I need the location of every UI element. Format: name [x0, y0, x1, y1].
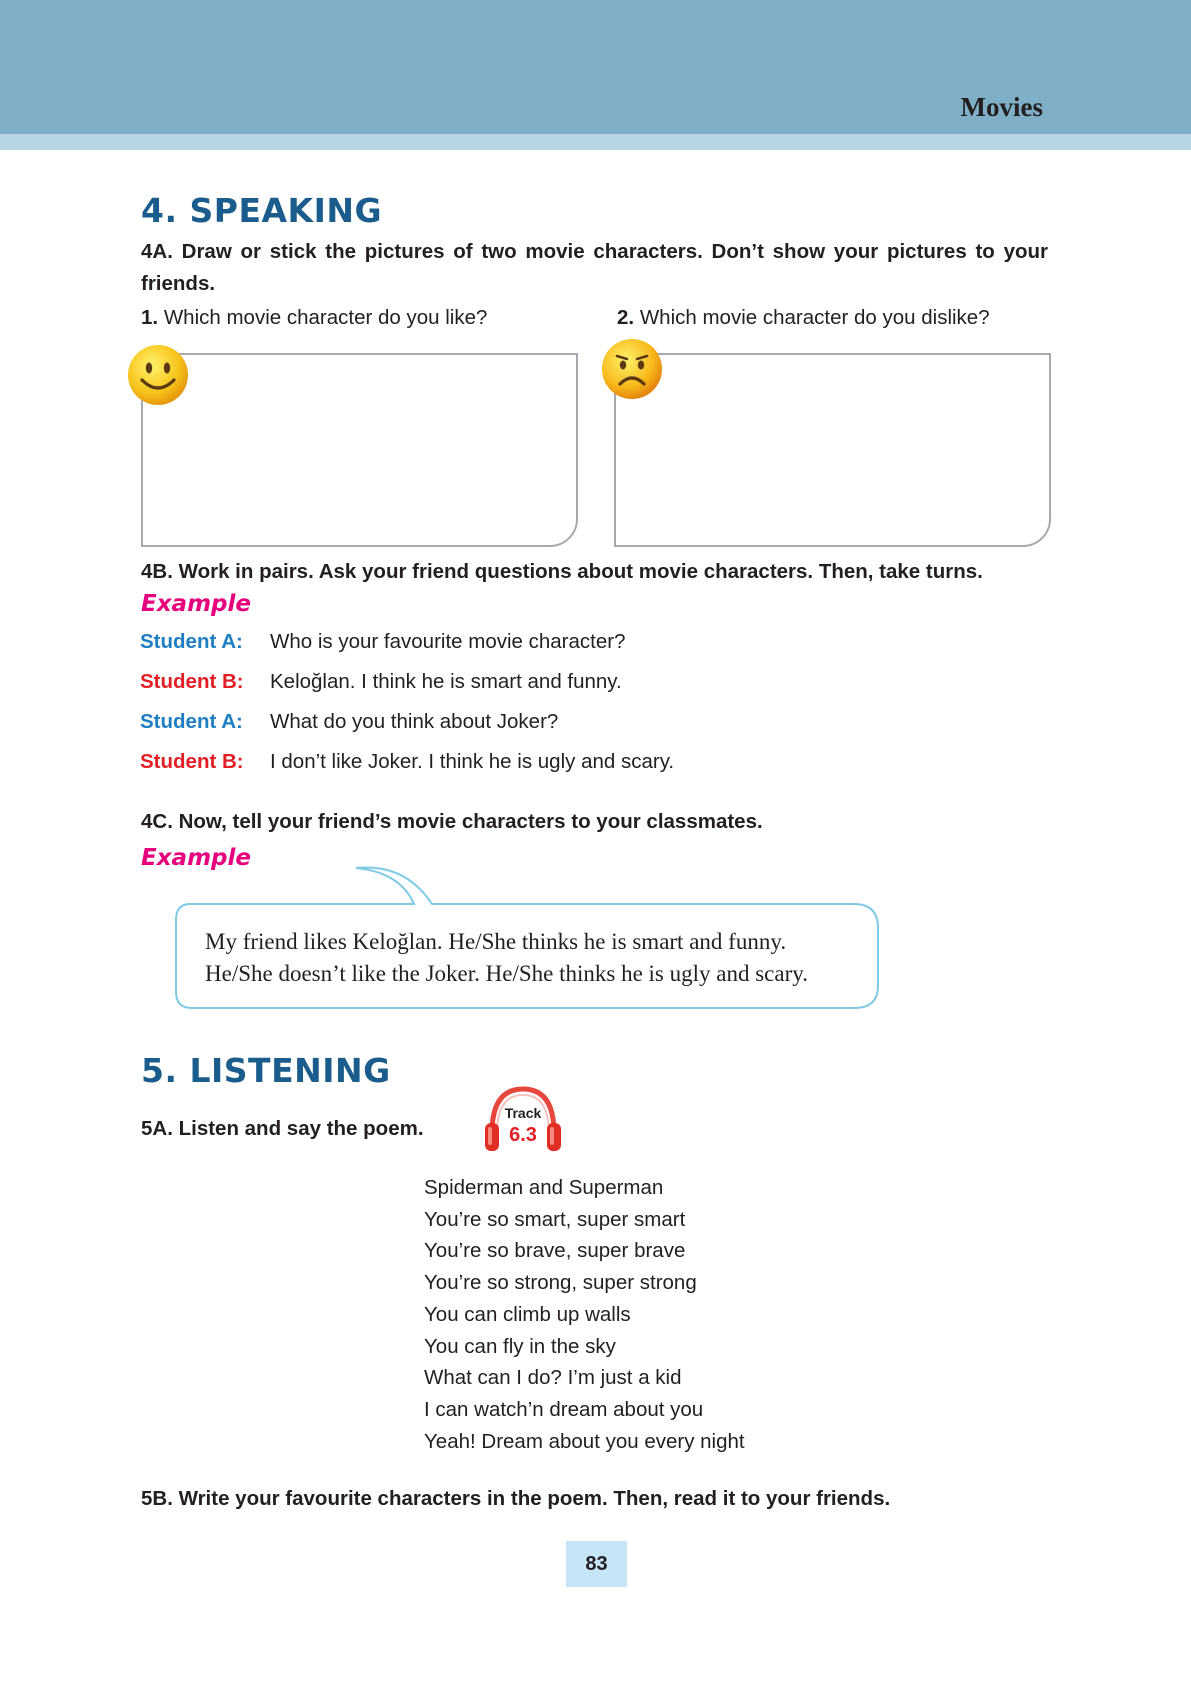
- instruction-4a: 4A. Draw or stick the pictures of two movie characters. Don’t show your pictures to your friends.: [141, 240, 1048, 295]
- poem-line: You’re so brave, super brave: [424, 1239, 686, 1263]
- track-label: Track: [504, 1105, 542, 1121]
- poem-line: Yeah! Dream about you every night: [424, 1429, 745, 1453]
- track-number: 6.3: [509, 1124, 537, 1146]
- poem-line: Spiderman and Superman: [424, 1176, 664, 1199]
- speaker-label: Student A:: [140, 630, 243, 653]
- question-2-text: Which movie character do you dislike?: [639, 306, 990, 329]
- instruction-4c: 4C. Now, tell your friend’s movie characters to your classmates.: [141, 810, 763, 833]
- dialogue-line: Keloğlan. I think he is smart and funny.: [270, 670, 622, 693]
- chapter-title: Movies: [960, 92, 1043, 122]
- drawing-box-like[interactable]: [141, 353, 578, 547]
- sad-face-icon: [601, 338, 663, 400]
- instruction-4b: 4B. Work in pairs. Ask your friend questions about movie characters. Then, take turns.: [141, 560, 983, 583]
- poem: [424, 1172, 745, 1457]
- poem-line: You’re so strong, super strong: [424, 1271, 697, 1295]
- dialogue-line: Who is your favourite movie character?: [270, 630, 626, 653]
- dialogue-line: What do you think about Joker?: [270, 710, 559, 733]
- poem-line: You can fly in the sky: [424, 1334, 616, 1358]
- instruction-5b: 5B. Write your favourite characters in the poem. Then, read it to your friends.: [141, 1487, 891, 1510]
- speaker-label: Student B:: [140, 670, 244, 693]
- page-header-strip: [0, 134, 1191, 150]
- listening-heading: 5. LISTENING: [141, 1051, 391, 1090]
- speaking-heading: 4. SPEAKING: [141, 191, 383, 230]
- question-2-number: 2.: [617, 306, 635, 329]
- question-1: [141, 306, 487, 330]
- speaker-label: Student A:: [140, 710, 243, 733]
- poem-line: I can watch’n dream about you: [424, 1397, 704, 1421]
- example-label-2: Example: [141, 845, 251, 871]
- audio-track-badge[interactable]: [482, 1083, 564, 1155]
- happy-face-icon: [127, 344, 189, 406]
- poem-line: What can I do? I’m just a kid: [424, 1366, 682, 1390]
- question-1-number: 1.: [141, 306, 159, 329]
- poem-line: You can climb up walls: [424, 1302, 631, 1326]
- poem-line: You’re so smart, super smart: [424, 1207, 686, 1231]
- bubble-line-1: My friend likes Keloğlan. He/She thinks he is smart and funny.: [205, 929, 787, 954]
- question-1-text: Which movie character do you like?: [163, 306, 488, 329]
- dialogue-line: I don’t like Joker. I think he is ugly and scary.: [270, 750, 675, 773]
- speaker-label: Student B:: [140, 750, 244, 773]
- instruction-5a: 5A. Listen and say the poem.: [141, 1117, 424, 1140]
- drawing-box-dislike[interactable]: [614, 353, 1051, 547]
- example-label: Example: [141, 591, 251, 617]
- page-number: 83: [566, 1541, 627, 1587]
- bubble-line-2: He/She doesn’t like the Joker. He/She thinks he is ugly and scary.: [205, 961, 809, 986]
- question-2: [617, 306, 990, 330]
